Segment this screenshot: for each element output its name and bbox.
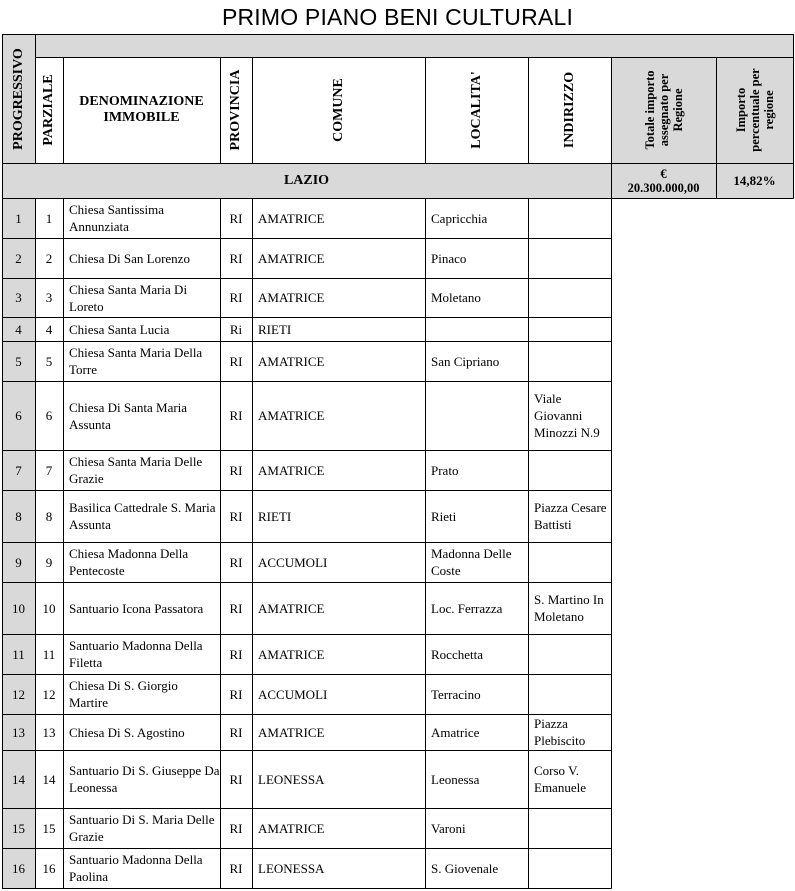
header-indirizzo-label: INDIRIZZO xyxy=(561,71,577,149)
parziale-text: 11 xyxy=(42,646,56,662)
provincia-text: RI xyxy=(229,820,243,836)
parziale-text: 9 xyxy=(45,554,53,570)
progressivo-text: 11 xyxy=(12,646,25,662)
header-percentuale-line-2: percentuale per xyxy=(747,68,762,152)
localita-text: Rocchetta xyxy=(431,646,483,662)
header-comune-label: COMUNE xyxy=(330,78,346,142)
localita-text: Madonna Delle Coste xyxy=(431,546,512,578)
parziale-text: 16 xyxy=(42,860,56,876)
provincia-text: RI xyxy=(229,860,243,876)
comune-text: AMATRICE xyxy=(258,600,325,616)
provincia-text: RI xyxy=(229,686,243,702)
parziale-text: 12 xyxy=(42,686,56,702)
page-title: PRIMO PIANO BENI CULTURALI xyxy=(221,4,574,30)
progressivo-text: 4 xyxy=(15,321,22,337)
progressivo-text: 14 xyxy=(12,771,25,787)
comune-text: AMATRICE xyxy=(258,353,325,369)
header-totale-line-1: Totale importo xyxy=(642,70,657,150)
header-totale-line-2: assegnato per xyxy=(656,73,671,147)
localita-text: Varoni xyxy=(431,820,466,836)
denominazione-text: Chiesa Santa Maria Di Loreto xyxy=(69,281,188,314)
comune-text: ACCUMOLI xyxy=(258,554,328,570)
provincia-text: Ri xyxy=(229,321,243,337)
denominazione-text: Santuario Di S. Giuseppe Da Leonessa xyxy=(69,763,220,795)
region-name-label: LAZIO xyxy=(283,172,330,188)
localita-text: San Cipriano xyxy=(431,353,500,369)
comune-text: AMATRICE xyxy=(258,250,325,266)
provincia-text: RI xyxy=(229,554,243,570)
provincia-text: RI xyxy=(229,408,243,423)
comune-text: AMATRICE xyxy=(258,462,325,478)
parziale-text: 14 xyxy=(42,771,56,787)
comune-text: AMATRICE xyxy=(258,724,325,740)
denominazione-text: Chiesa Santissima Annunziata xyxy=(69,202,164,234)
parziale-text: 4 xyxy=(45,321,53,337)
provincia-text: RI xyxy=(229,290,243,305)
parziale-text: 6 xyxy=(45,408,53,423)
progressivo-text: 16 xyxy=(12,860,25,876)
progressivo-text: 13 xyxy=(12,724,25,740)
parziale-text: 3 xyxy=(45,290,53,305)
denominazione-text: Santuario Madonna Della Filetta xyxy=(69,638,203,670)
provincia-text: RI xyxy=(229,771,243,787)
localita-text: Pinaco xyxy=(431,250,467,266)
provincia-text: RI xyxy=(229,600,243,616)
parziale-text: 10 xyxy=(42,600,56,616)
parziale-text: 7 xyxy=(45,462,53,478)
denominazione-text: Chiesa Santa Lucia xyxy=(69,321,170,337)
comune-text: LEONESSA xyxy=(258,860,325,876)
parziale-text: 8 xyxy=(45,508,53,524)
progressivo-text: 1 xyxy=(15,210,22,226)
region-percent-value: 14,82% xyxy=(733,172,776,188)
parziale-text: 1 xyxy=(45,210,53,226)
region-currency: € xyxy=(660,166,667,181)
parziale-text: 15 xyxy=(42,820,56,836)
progressivo-text: 7 xyxy=(15,462,22,478)
region-total-value: 20.300.000,00 xyxy=(627,180,700,195)
denominazione-text: Chiesa Di S. Giorgio Martire xyxy=(69,678,178,710)
denominazione-text: Chiesa Di Santa Maria Assunta xyxy=(69,399,188,432)
indirizzo-text: Piazza Plebiscito xyxy=(534,716,586,748)
provincia-text: RI xyxy=(229,210,243,226)
provincia-text: RI xyxy=(229,250,243,266)
comune-text: LEONESSA xyxy=(258,771,325,787)
denominazione-text: Chiesa Di S. Agostino xyxy=(69,724,185,740)
localita-text: S. Giovenale xyxy=(431,860,499,876)
denominazione-text: Chiesa Di San Lorenzo xyxy=(69,250,190,266)
header-denominazione-label: DENOMINAZIONE IMMOBILE xyxy=(79,94,204,125)
comune-text: RIETI xyxy=(258,508,292,524)
denominazione-text: Santuario Icona Passatora xyxy=(69,600,204,616)
provincia-text: RI xyxy=(229,353,243,369)
parziale-text: 5 xyxy=(45,353,53,369)
provincia-text: RI xyxy=(229,462,243,478)
comune-text: AMATRICE xyxy=(258,408,325,423)
indirizzo-text: Piazza Cesare Battisti xyxy=(534,500,607,532)
provincia-text: RI xyxy=(229,508,243,524)
comune-text: ACCUMOLI xyxy=(258,686,328,702)
localita-text: Rieti xyxy=(431,508,457,524)
denominazione-text: Santuario Di S. Maria Delle Grazie xyxy=(69,812,215,844)
denominazione-text: Chiesa Madonna Della Pentecoste xyxy=(69,546,189,578)
comune-text: AMATRICE xyxy=(258,210,325,226)
localita-text: Moletano xyxy=(431,290,481,305)
progressivo-text: 2 xyxy=(15,250,22,266)
progressivo-text: 9 xyxy=(15,554,22,570)
progressivo-text: 5 xyxy=(15,353,22,369)
header-percentuale-line-1: Importo xyxy=(733,87,748,133)
comune-text: AMATRICE xyxy=(258,646,325,662)
header-provincia-label: PROVINCIA xyxy=(228,69,243,151)
progressivo-text: 15 xyxy=(12,820,25,836)
progressivo-text: 12 xyxy=(12,686,25,702)
progressivo-text: 3 xyxy=(15,290,22,305)
indirizzo-text: Viale Giovanni Minozzi N.9 xyxy=(534,391,600,440)
header-percentuale-line-3: regione xyxy=(761,90,776,130)
header-progressivo-label: PROGRESSIVO xyxy=(10,47,26,150)
comune-text: RIETI xyxy=(258,321,292,337)
parziale-text: 2 xyxy=(45,250,53,266)
denominazione-text: Chiesa Santa Maria Delle Grazie xyxy=(69,454,203,486)
progressivo-text: 8 xyxy=(15,508,22,524)
localita-text: Terracino xyxy=(431,686,481,702)
denominazione-text: Basilica Cattedrale S. Maria Assunta xyxy=(69,500,216,532)
provincia-text: RI xyxy=(229,646,243,662)
denominazione-text: Santuario Madonna Della Paolina xyxy=(69,852,203,884)
parziale-text: 13 xyxy=(42,724,56,740)
progressivo-text: 10 xyxy=(12,600,25,616)
localita-text: Leonessa xyxy=(431,771,480,787)
denominazione-text: Chiesa Santa Maria Della Torre xyxy=(69,345,203,377)
localita-text: Loc. Ferrazza xyxy=(431,600,503,616)
indirizzo-text: Corso V. Emanuele xyxy=(534,763,586,795)
header-totale-line-3: Regione xyxy=(670,88,685,132)
provincia-text: RI xyxy=(229,724,243,740)
comune-text: AMATRICE xyxy=(258,820,325,836)
comune-text: AMATRICE xyxy=(258,290,325,305)
indirizzo-text: S. Martino In Moletano xyxy=(534,592,604,624)
header-localita-label: LOCALITA' xyxy=(468,71,484,149)
header-parziale-label: PARZIALE xyxy=(41,74,56,146)
localita-text: Amatrice xyxy=(431,724,480,740)
localita-text: Capricchia xyxy=(431,210,488,226)
progressivo-text: 6 xyxy=(15,408,22,423)
localita-text: Prato xyxy=(431,462,459,478)
